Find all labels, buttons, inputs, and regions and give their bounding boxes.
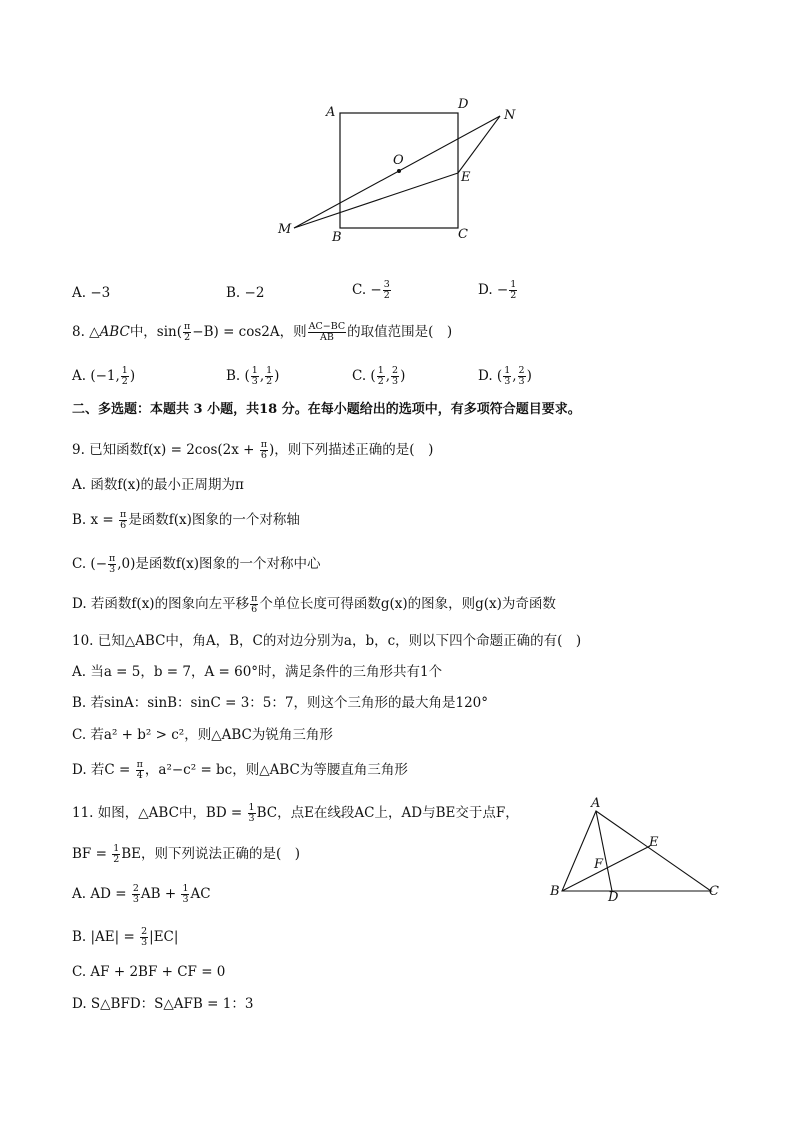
- q8-stem: 8. △ABC中，sin( $\frac{\pi}{2}$ −B) = cos2A，则 $\frac{AC-BC}{AB}$ 的取值范围是( ): [72, 321, 453, 343]
- q10-option-a: A. 当a = 5，b = 7，A = 60°时，满足条件的三角形共有1个: [72, 664, 443, 680]
- q7-d-fraction: $\frac{1}{2}$: [510, 279, 517, 301]
- q7-c-prefix: C. −: [352, 282, 382, 298]
- q10-stem: 10. 已知△ABC中，角A，B，C的对边分别为a，b，c，则以下四个命题正确的有( ): [72, 633, 582, 649]
- tri-label-d: D: [608, 890, 619, 905]
- tri-label-c: C: [709, 884, 719, 899]
- q10-option-d: D. 若C = $\frac{\pi}{4}$ ，a²−c² = bc，则△ABC为等腰直角三角形: [72, 759, 408, 781]
- q9-stem: 9. 已知函数f(x) = 2cos(2x + $\frac{\pi}{6}$ )，则下列描述正确的是( ): [72, 439, 434, 461]
- q10-option-c: C. 若a² + b² > c²，则△ABC为锐角三角形: [72, 727, 333, 743]
- tri-label-a: A: [591, 796, 601, 811]
- q9-option-b: B. x = $\frac{\pi}{6}$ 是函数f(x)图象的一个对称轴: [72, 509, 300, 531]
- q8-option-b: B. ( $\frac{1}{3}$ , $\frac{1}{2}$ ): [226, 365, 280, 387]
- q9-option-d: D. 若函数f(x)的图象向左平移 $\frac{\pi}{6}$ 个单位长度可得函数g(x)的图象，则g(x)为奇函数: [72, 593, 556, 615]
- q9-option-c: C. (− $\frac{\pi}{3}$ ,0)是函数f(x)图象的一个对称中心: [72, 553, 321, 575]
- q7-option-a: A. −3: [72, 285, 111, 301]
- q11-line2: BF = $\frac{1}{2}$ BE，则下列说法正确的是( ): [72, 843, 301, 865]
- section-heading: 二、多选题：本题共 3 小题，共18 分。在每小题给出的选项中，有多项符合题目要求。: [72, 402, 581, 417]
- q8-option-c: C. ( $\frac{1}{2}$ , $\frac{2}{3}$ ): [352, 365, 406, 387]
- q11-option-a: A. AD = $\frac{2}{3}$ AB + $\frac{1}{3}$ AC: [72, 883, 211, 905]
- point-o: [397, 169, 401, 173]
- q11-option-c: C. AF + 2BF + CF = 0: [72, 964, 226, 980]
- q8-option-a: A. (−1, $\frac{1}{2}$ ): [72, 365, 136, 387]
- q11-option-b: B. |AE| = $\frac{2}{3}$ |EC|: [72, 926, 179, 948]
- q11-stem: 11. 如图，△ABC中，BD = $\frac{1}{3}$ BC，点E在线段AC上，AD与BE交于点F，: [72, 802, 519, 824]
- segment-be: [562, 846, 650, 891]
- tri-label-e: E: [649, 835, 659, 850]
- label-c: C: [458, 227, 468, 242]
- q9-option-a: A. 函数f(x)的最小正周期为π: [72, 477, 244, 493]
- q11-option-d: D. S△BFD：S△AFB = 1：3: [72, 996, 254, 1012]
- q7-option-d: [478, 280, 518, 301]
- q7-d-prefix: D. −: [478, 282, 509, 298]
- tri-label-b: B: [550, 884, 560, 899]
- label-b: B: [332, 230, 342, 245]
- label-a: A: [326, 105, 336, 120]
- label-m: M: [278, 222, 292, 237]
- label-o: O: [393, 153, 404, 168]
- segment-ad: [596, 811, 612, 891]
- q7-option-b: B. −2: [226, 285, 265, 301]
- q8-option-d: D. ( $\frac{1}{3}$ , $\frac{2}{3}$ ): [478, 365, 532, 387]
- segment-me: [294, 173, 458, 228]
- q7-option-c: [352, 280, 392, 301]
- label-n: N: [504, 108, 516, 123]
- segment-en: [458, 116, 500, 173]
- label-e: E: [461, 170, 471, 185]
- q10-option-b: B. 若sinA：sinB：sinC = 3：5：7，则这个三角形的最大角是120°: [72, 695, 489, 711]
- label-d: D: [458, 97, 469, 112]
- q7-c-fraction: $\frac{3}{2}$: [383, 279, 390, 301]
- tri-label-f: F: [594, 857, 604, 872]
